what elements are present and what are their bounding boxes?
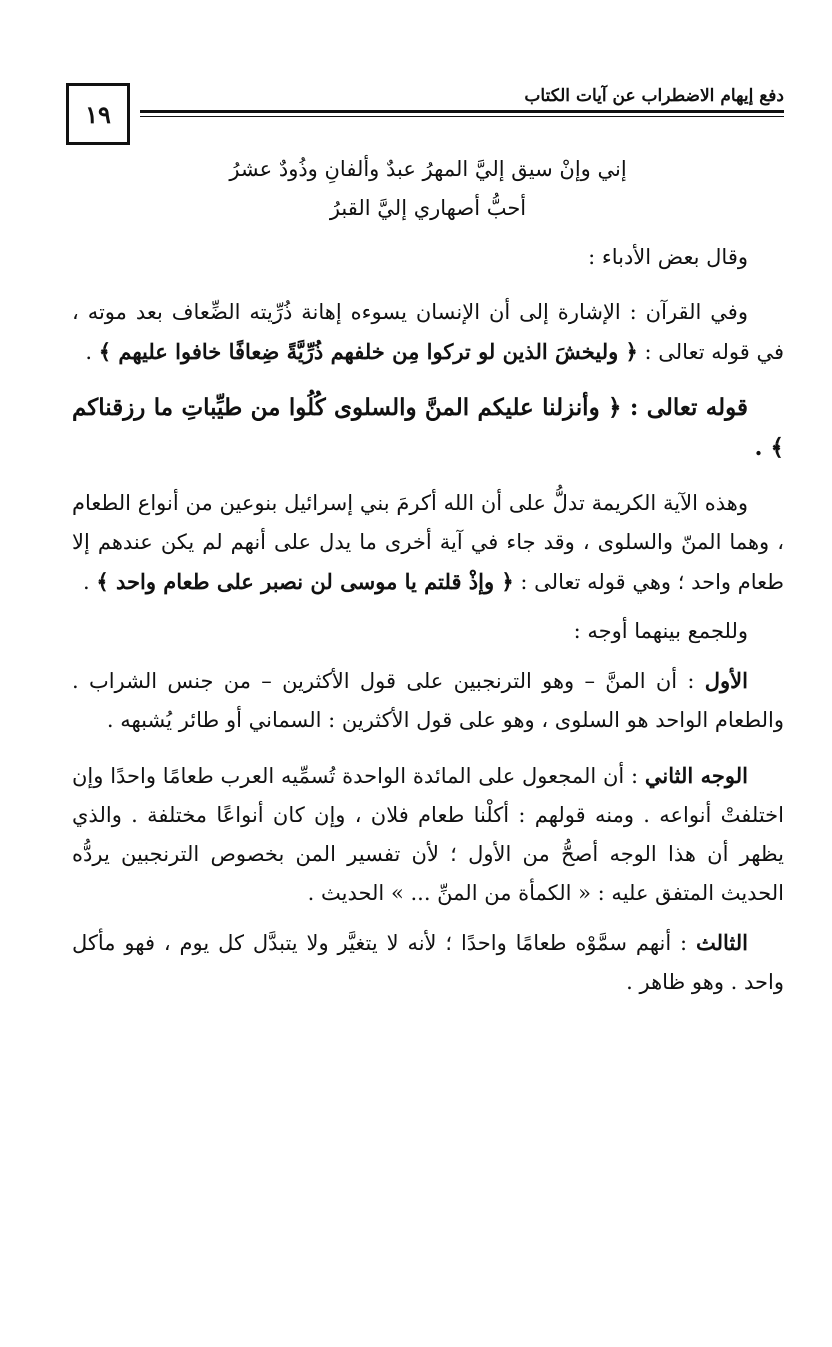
point-second [72,756,784,913]
quran-verse-inline: ﴿ وإذْ قلتم يا موسى لن نصبر على طعام واحد ﴾ [96,569,514,594]
paragraph-quran-text: وفي القرآن : الإشارة إلى أن الإنسان يسوءه إهانة ذُرِّيته الضِّعاف بعد موته ، في قوله تعالى : [72,300,784,364]
paragraph-ayah [72,484,784,602]
point-second-lead: الوجه الثاني [644,763,748,788]
paragraph-jam: وللجمع بينهما أوجه : [573,619,748,643]
page-number: ١٩ [85,99,111,129]
poetry-verse [72,150,784,228]
point-first-text: : أن المنَّ – وهو الترنجبين على قول الأكثرين – من جنس الشراب . والطعام الواحد هو السلوى ، وهو على قول الأكثرين : السماني أو طائر يُشبهه . [72,669,784,732]
header-rule-thin [140,116,784,117]
paragraph-ayah-text: وهذه الآية الكريمة تدلُّ على أن الله أكرمَ بني إسرائيل بنوعين من أنواع الطعام ، وهما المنّ والسلوى ، وقد جاء في آية أخرى ما يدل على أنهم لم يكن عندهم إلا طعام واحد ؛ وهي قوله تعالى : [72,491,784,594]
paragraph-udaba: وقال بعض الأدباء : [588,245,748,269]
point-first [72,661,784,740]
point-first-lead: الأول [704,668,748,693]
heading-lead: قوله تعالى : [621,394,748,421]
point-second-text: : أن المجعول على المائدة الواحدة تُسمِّيه العرب طعامًا واحدًا وإن اختلفتْ أنواعه . ومنه قولهم : أكلْنا طعام فلان ، وإن كان أنواعًا مختلفة . والذي يظهر أن هذا الوجه أصحُّ من الأول ؛ لأن تفسير المن بخصوص الترنجبين يردُّه الحديث المتفق عليه : « الكمأة من المنِّ ... » الحديث . [72,764,784,905]
point-third [72,923,784,1002]
heading-ayah: ﴿ وأنزلنا عليكم المنَّ والسلوى كُلُوا من طيِّباتِ ما رزقناكم ﴾ [72,394,784,461]
page-body [72,150,784,1002]
running-title: دفع إيهام الاضطراب عن آيات الكتاب [524,86,784,106]
paragraph-end: . [85,340,99,364]
point-third-text: : أنهم سمَّوْه طعامًا واحدًا ؛ لأنه لا يتغيَّر ولا يتبدَّل كل يوم ، فهو مأكل واحد . وهو ظاهر . [72,931,784,994]
page-number-box [66,83,130,145]
section-heading-verse [72,388,784,468]
paragraph-quran [72,293,784,372]
verse-line-1: إني وإنْ سيق إليَّ المهرُ عبدٌ وألفانِ وذُودٌ عشرُ [229,157,627,181]
paragraph-end: . [83,570,97,594]
quran-verse-inline: ﴿ وليخشَ الذين لو تركوا مِن خلفهم ذُرِّيَّةً ضِعافًا خافوا عليهم ﴾ [98,339,638,364]
point-third-lead: الثالث [696,930,748,955]
heading-end: . [754,434,771,461]
header-rule-thick [140,110,784,113]
verse-line-2: أحبُّ أصهاري إليَّ القبرُ [329,196,527,220]
